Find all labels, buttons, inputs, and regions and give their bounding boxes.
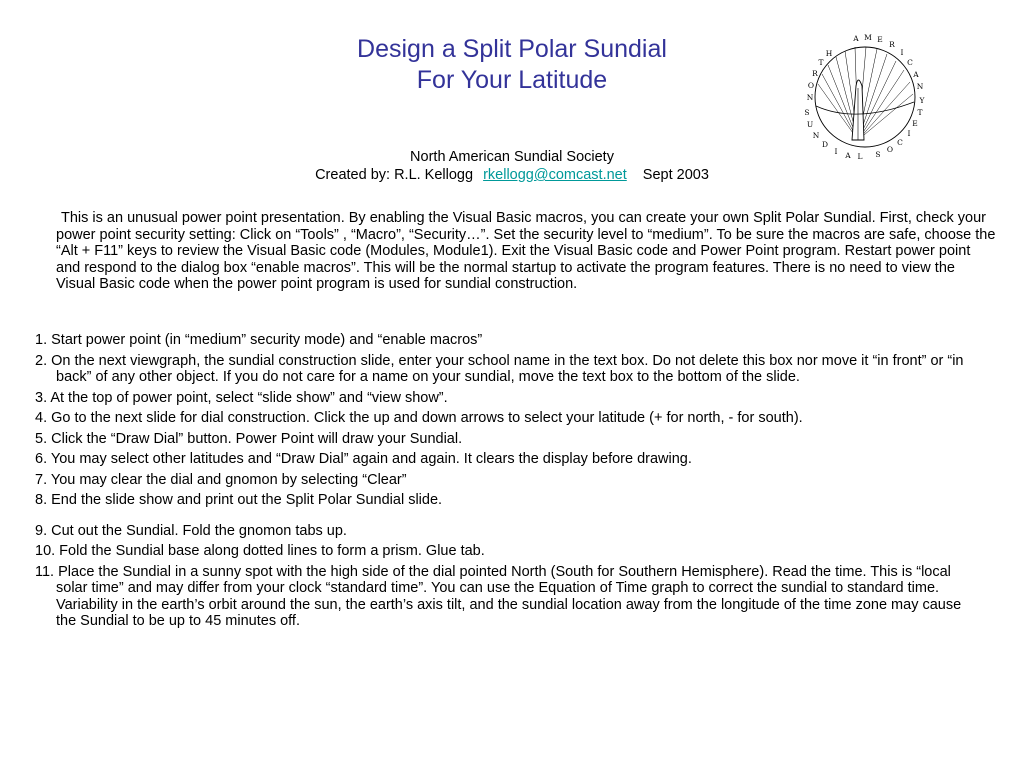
svg-text:N: N [812,131,820,140]
list-item: 6. You may select other latitudes and “Draw Dial” again and again. It clears the display before drawing. [35,451,692,467]
instructions-list [35,332,985,634]
created-by: Created by: R.L. Kellogg [315,167,474,183]
svg-text:D: D [821,140,829,149]
svg-text:M: M [864,33,872,42]
svg-text:E: E [877,35,883,44]
org-name: North American Sundial Society [410,149,614,165]
svg-text:O: O [807,81,815,90]
created-date: Sept 2003 [642,167,709,183]
list-item: 3. At the top of power point, select “slide show” and “view show”. [35,389,448,406]
sundial-society-logo-icon [796,28,934,166]
svg-text:A: A [913,70,919,79]
svg-text:L: L [857,152,863,161]
svg-text:R: R [889,40,895,49]
title-line-1: Design a Split Polar Sundial [357,35,667,63]
svg-text:H: H [825,49,833,58]
list-item: 4. Go to the next slide for dial construction. Click the up and down arrows to select your latitude (+ for north, - for south). [35,410,803,426]
intro-paragraph: This is an unusual power point presentation. By enabling the Visual Basic macros, you can create your own Split Polar Sundial. First, check your power point security setting: Click on “Tools” , “Macro”, “Security…”. Set the security level to “medium”. To be sure the macros are safe, choose the “Alt + F11” keys to review the Visual Basic code (Modules, Module1). Exit the Visual Basic code and Power Point program. Restart power point and respond to the dialog box “enable macros”. This will be the normal startup to activate the program features. There is no need to view the Visual Basic code when the power point program is used for sundial construction. [56,210,996,292]
svg-text:I: I [834,147,838,156]
slide-title [262,34,762,96]
svg-text:I: I [907,129,911,138]
list-item: 9. Cut out the Sundial. Fold the gnomon tabs up. [35,522,347,539]
svg-text:S: S [804,108,810,117]
list-item: 2. On the next viewgraph, the sundial construction slide, enter your school name in the text box. Do not delete this box nor move it “in front” or “in back” of any other object. If you do not care for a name on your sundial, move the text box to the bottom of the slide. [35,352,964,385]
svg-text:E: E [912,119,918,128]
list-item: 11. Place the Sundial in a sunny spot with the high side of the dial pointed North (South for Southern Hemisphere). Read the time. This is “local solar time” and may differ from your clock “standard time”. You can use the Equation of Time graph to correct the sundial to standard time. Variability in the earth’s orbit around the sun, the earth’s axis tilt, and the sundial location away from the longitude of the time zone may cause the Sundial to be up to 45 minutes off. [35,563,962,629]
svg-text:A: A [853,34,859,43]
svg-text:T: T [917,108,923,117]
list-item: 1. Start power point (in “medium” security mode) and “enable macros” [35,332,483,348]
list-item: 8. End the slide show and print out the Split Polar Sundial slide. [35,492,443,508]
svg-text:R: R [812,69,818,78]
svg-text:N: N [916,82,924,91]
svg-text:Y: Y [919,96,925,105]
svg-text:C: C [897,138,903,147]
title-line-2: For Your Latitude [416,66,608,94]
svg-text:T: T [818,58,824,67]
author-email-link[interactable]: rkellogg@comcast.net [483,167,627,183]
svg-text:N: N [806,93,814,102]
svg-text:I: I [900,48,904,57]
svg-text:C: C [907,58,913,67]
list-item: 5. Click the “Draw Dial” button. Power Point will draw your Sundial. [35,430,463,447]
list-item: 10. Fold the Sundial base along dotted lines to form a prism. Glue tab. [35,543,485,559]
svg-text:S: S [875,150,881,159]
author-line [0,166,1024,184]
svg-text:O: O [886,145,894,154]
list-item: 7. You may clear the dial and gnomon by selecting “Clear” [35,471,407,488]
byline [0,148,1024,184]
svg-text:A: A [845,151,851,160]
svg-text:U: U [806,120,814,129]
